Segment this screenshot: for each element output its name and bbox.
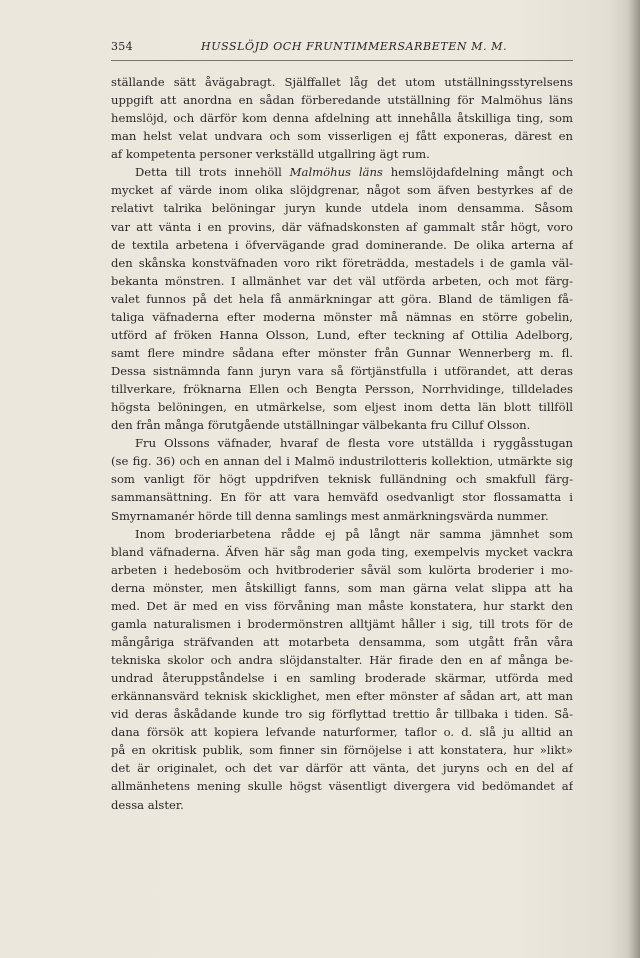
text-segment: hemslöjdafdelning mångt och [382,165,573,180]
text-line: tekniska skolor och andra slöjdanstalter. Här firade den en af många be- [111,653,573,667]
text-line: (se fig. 36) och en annan del i Malmö industrilotteris kollektion, utmärkte sig [111,454,573,469]
text-line: vid deras åskådande kunde tro sig förflyttad trettio år tillbaka i tiden. Så- [111,707,573,722]
text-line: erkännansvärd teknisk skicklighet, men efter mönster af sådan art, att man [111,689,573,704]
text-line: bekanta mönstren. I allmänhet var det väl utförda arbeten, och mot färg- [111,273,573,288]
text-line: mycket af värde inom olika slöjdgrenar, något som äfven bestyrkes af de [111,183,573,198]
text-line: arbeten i hedebosöm och hvitbroderier såväl som kulörta broderier i mo- [111,562,573,577]
text-line: Inom broderiarbetena rådde ej på långt när samma jämnhet som [135,526,573,541]
text-line: hemslöjd, och därför kom denna afdelning att innehålla åtskilliga ting, som [111,111,573,126]
text-line: på en okritisk publik, som finner sin förnöjelse i att konstatera, hur »likt» [111,743,573,758]
text-line: af kompetenta personer verkställd utgallring ägt rum. [111,147,430,162]
text-line: utförd af fröken Hanna Olsson, Lund, efter teckning af Ottilia Adelborg, [111,327,573,342]
text-line: samt flere mindre sådana efter mönster från Gunnar Wennerberg m. fl. [111,345,573,360]
text-line: taliga väfnaderna efter moderna mönster må nämnas en större gobelin, [111,309,573,324]
text-line: tillverkare, fröknarna Ellen och Bengta Persson, Norrhvidinge, tilldelades [111,382,573,397]
text-line: bland väfnaderna. Äfven här såg man goda ting, exempelvis mycket vackra [111,544,573,559]
text-segment: Detta till trots innehöll [135,165,290,180]
text-line: gamla naturalismen i brodermönstren alltjämt håller i sig, till trots för de [111,616,573,631]
text-line: Smyrnamanér hörde till denna samlings mest anmärkningsvärda nummer. [111,508,549,523]
text-line: dessa alster. [111,797,184,812]
text-line: undrad återuppståndelse i en samling broderade skärmar, utförda med [111,671,573,686]
text-line: var att vänta i en provins, där väfnadskonsten af gammalt står högt, voro [111,219,573,234]
text-line: uppgift att anordna en sådan förberedande utställning för Malmöhus läns [111,93,573,108]
running-head: HUSSLÖJD OCH FRUNTIMMERSARBETEN M. M. [201,40,508,53]
text-line: Dessa sistnämnda fann juryn vara så förtjänstfulla i utförandet, att deras [111,364,573,378]
text-line: relativt talrika belöningar juryn kunde utdela inom densamma. Såsom [111,201,573,216]
text-line: allmänhetens mening skulle högst väsentligt divergera vid bedömandet af [111,779,573,794]
text-line: den skånska konstväfnaden voro rikt företrädda, mestadels i de gamla väl- [111,255,573,270]
text-line: det är originalet, och det var därför att vänta, det juryns och en del af [111,761,573,776]
page-number: 354 [111,40,133,53]
page-edge-shadow [628,0,640,958]
text-line: valet funnos på det hela få anmärkningar att göra. Bland de tämligen få- [111,291,573,306]
text-line: mångåriga sträfvanden att motarbeta densamma, som utgått från våra [111,634,573,649]
text-line [111,163,573,181]
text-line: med. Det är med en viss förvåning man måste konstatera, hur starkt den [111,598,573,613]
text-line: Fru Olssons väfnader, hvaraf de flesta vore utställda i ryggåsstugan [135,436,573,451]
text-line: högsta belöningen, en utmärkelse, som eljest inom detta län blott tillföll [111,400,573,415]
body-text [111,73,573,814]
text-line: derna mönster, men åtskilligt fanns, som man gärna velat slippa att ha [111,580,573,595]
header-rule [111,60,573,61]
text-line: de textila arbetena i öfvervägande grad dominerande. De olika arterna af [111,237,573,252]
text-line: sammansättning. En för att vara hemväfd osedvanligt stor flossamatta i [111,490,573,505]
text-line: man helst velat undvara och som visserligen ej fått exponeras, därest en [111,129,573,144]
text-line: dana försök att kopiera lefvande naturformer, taflor o. d. slå ju alltid an [111,725,573,740]
text-line: som vanligt för högt uppdrifven teknisk fulländning och smakfull färg- [111,472,573,487]
text-line: ställande sätt åvägabragt. Själffallet låg det utom utställningsstyrelsens [111,75,573,89]
page-header [111,40,573,60]
text-line: den från många förutgående utställningar välbekanta fru Cilluf Olsson. [111,418,531,433]
italic-place-name: Malmöhus läns [289,165,383,180]
